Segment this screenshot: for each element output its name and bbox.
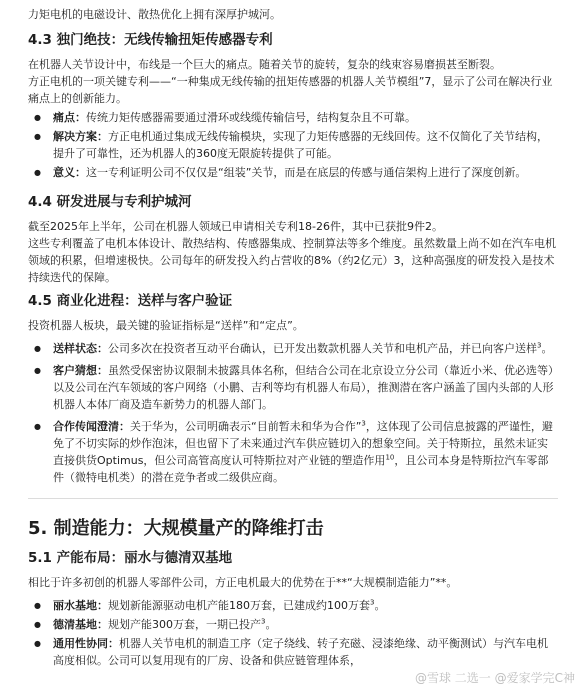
list-item-lead: 痛点：	[53, 111, 86, 124]
section-4-4-heading: 4.4 研发进展与专利护城河	[28, 194, 192, 210]
section-4-4-paragraph-2: 这些专利覆盖了电机本体设计、散热结构、传感器集成、控制算法等多个维度。虽然数量上尚不如在汽车电机领域的积累，但增速极快。公司每年的研发投入约占营收的8%（约2亿元）3，这种高强度的研发投入是技术持续迭代的保障。	[28, 237, 556, 284]
section-4-5-list	[28, 340, 558, 486]
list-item-lead: 送样状态：	[53, 342, 108, 355]
list-item-lead: 客户猜想：	[53, 364, 108, 377]
list-item-tail: ，这体现了公司信息披露的严谨性，避免了不切实际的炒作泡沫，但也留下了未来通过汽车供应链切入的想象空间。关于特斯拉，虽然未证实直接供货Optimus，但公司高管高度认可特斯拉对产业链的塑造作用	[53, 420, 553, 467]
footnote-ref: 10	[385, 453, 395, 462]
section-4-5-paragraph-1: 投资机器人板块，最关键的验证指标是“送样”和“定点”。	[28, 319, 304, 332]
list-item	[28, 109, 558, 126]
list-item-tail-2: ，且公司本身是特斯拉汽车零部件（微特电机类）的潜在竞争者或二级供应商。	[53, 454, 549, 484]
section-4-3-paragraph-1: 在机器人关节设计中，布线是一个巨大的痛点。随着关节的旋转，复杂的线束容易磨损甚至断裂。	[28, 58, 501, 71]
section-divider	[28, 498, 558, 499]
list-item-tail: 。	[374, 599, 386, 612]
section-4-3-heading: 4.3 独门绝技：无线传输扭矩传感器专利	[28, 32, 273, 48]
section-4-3-paragraph-2: 方正电机的一项关键专利——“一种集成无线传输的扭矩传感器的机器人关节模组”7，显示了公司在解决行业痛点上的创新能力。	[28, 75, 553, 105]
list-item-text: 公司多次在投资者互动平台确认，已开发出数款机器人关节和电机产品，并已向客户送样	[108, 342, 537, 355]
section-4-4-paragraph-1: 截至2025年上半年，公司在机器人领域已申请相关专利18-26件，其中已获批9件2。	[28, 220, 443, 233]
list-item	[28, 340, 558, 357]
list-item-lead: 通用性协同：	[53, 637, 119, 650]
list-item-text: 这一专利证明公司不仅仅是“组装”关节，而是在底层的传感与通信架构上进行了深度创新。	[86, 166, 527, 179]
list-item-text: 关于华为，公司明确表示“目前暂未和华为合作”	[130, 420, 362, 433]
list-item-lead: 丽水基地：	[53, 599, 108, 612]
list-item	[28, 164, 558, 181]
list-item	[28, 616, 558, 633]
footnote-ref: 3	[370, 598, 375, 607]
section-4-5-heading: 4.5 商业化进程：送样与客户验证	[28, 293, 233, 309]
section-4-4	[28, 193, 558, 286]
document-body	[28, 6, 558, 671]
section-4-3-list	[28, 109, 558, 181]
section-5	[28, 517, 558, 669]
list-item-lead: 德清基地：	[53, 618, 108, 631]
intro-tail-paragraph: 力矩电机的电磁设计、散热优化上拥有深厚护城河。	[28, 8, 281, 21]
list-item	[28, 362, 558, 413]
section-4-5	[28, 292, 558, 486]
list-item	[28, 128, 558, 162]
list-item-text: 传统力矩传感器需要通过滑环或线缆传输信号，结构复杂且不可靠。	[86, 111, 416, 124]
list-item-lead: 解决方案：	[53, 130, 108, 143]
section-5-1-heading: 5.1 产能布局：丽水与德清双基地	[28, 550, 233, 566]
section-4-3	[28, 31, 558, 181]
list-item-text: 规划新能源驱动电机产能180万套，已建成约100万套	[108, 599, 370, 612]
list-item-tail: 。	[265, 618, 277, 631]
list-item-text: 方正电机通过集成无线传输模块，实现了力矩传感器的无线回传。这不仅简化了关节结构，提升了可靠性，还为机器人的360度无限旋转提供了可能。	[53, 130, 548, 160]
list-item	[28, 597, 558, 614]
list-item-text: 虽然受保密协议限制未披露具体名称，但结合公司在北京设立分公司（靠近小米、优必选等）以及公司在汽车领域的客户网络（小鹏、吉利等均有机器人布局），推测潜在客户涵盖了国内头部的人形机器人本体厂商及造车新势力的机器人部门。	[53, 364, 554, 411]
footnote-ref: 3	[361, 419, 366, 428]
section-5-1-list	[28, 597, 558, 669]
list-item-text: 规划产能300万套，一期已投产	[108, 618, 261, 631]
section-5-1-paragraph-1: 相比于许多初创的机器人零部件公司，方正电机最大的优势在于**“大规模制造能力”**。	[28, 576, 458, 589]
list-item	[28, 635, 558, 669]
watermark: @雪球 二选一 @爱家学完C神	[414, 671, 575, 685]
list-item-lead: 意义：	[53, 166, 86, 179]
footnote-ref: 3	[261, 617, 266, 626]
footnote-ref: 3	[537, 341, 542, 350]
section-5-heading: 5. 制造能力：大规模量产的降维打击	[28, 518, 324, 539]
list-item-tail: 。	[541, 342, 553, 355]
list-item-lead: 合作传闻澄清：	[53, 420, 130, 433]
list-item-text: 机器人关节电机的制造工序（定子绕线、转子充磁、浸漆绝缘、动平衡测试）与汽车电机高度相似。公司可以复用现有的厂房、设备和供应链管理体系，	[53, 637, 548, 667]
list-item	[28, 418, 558, 486]
